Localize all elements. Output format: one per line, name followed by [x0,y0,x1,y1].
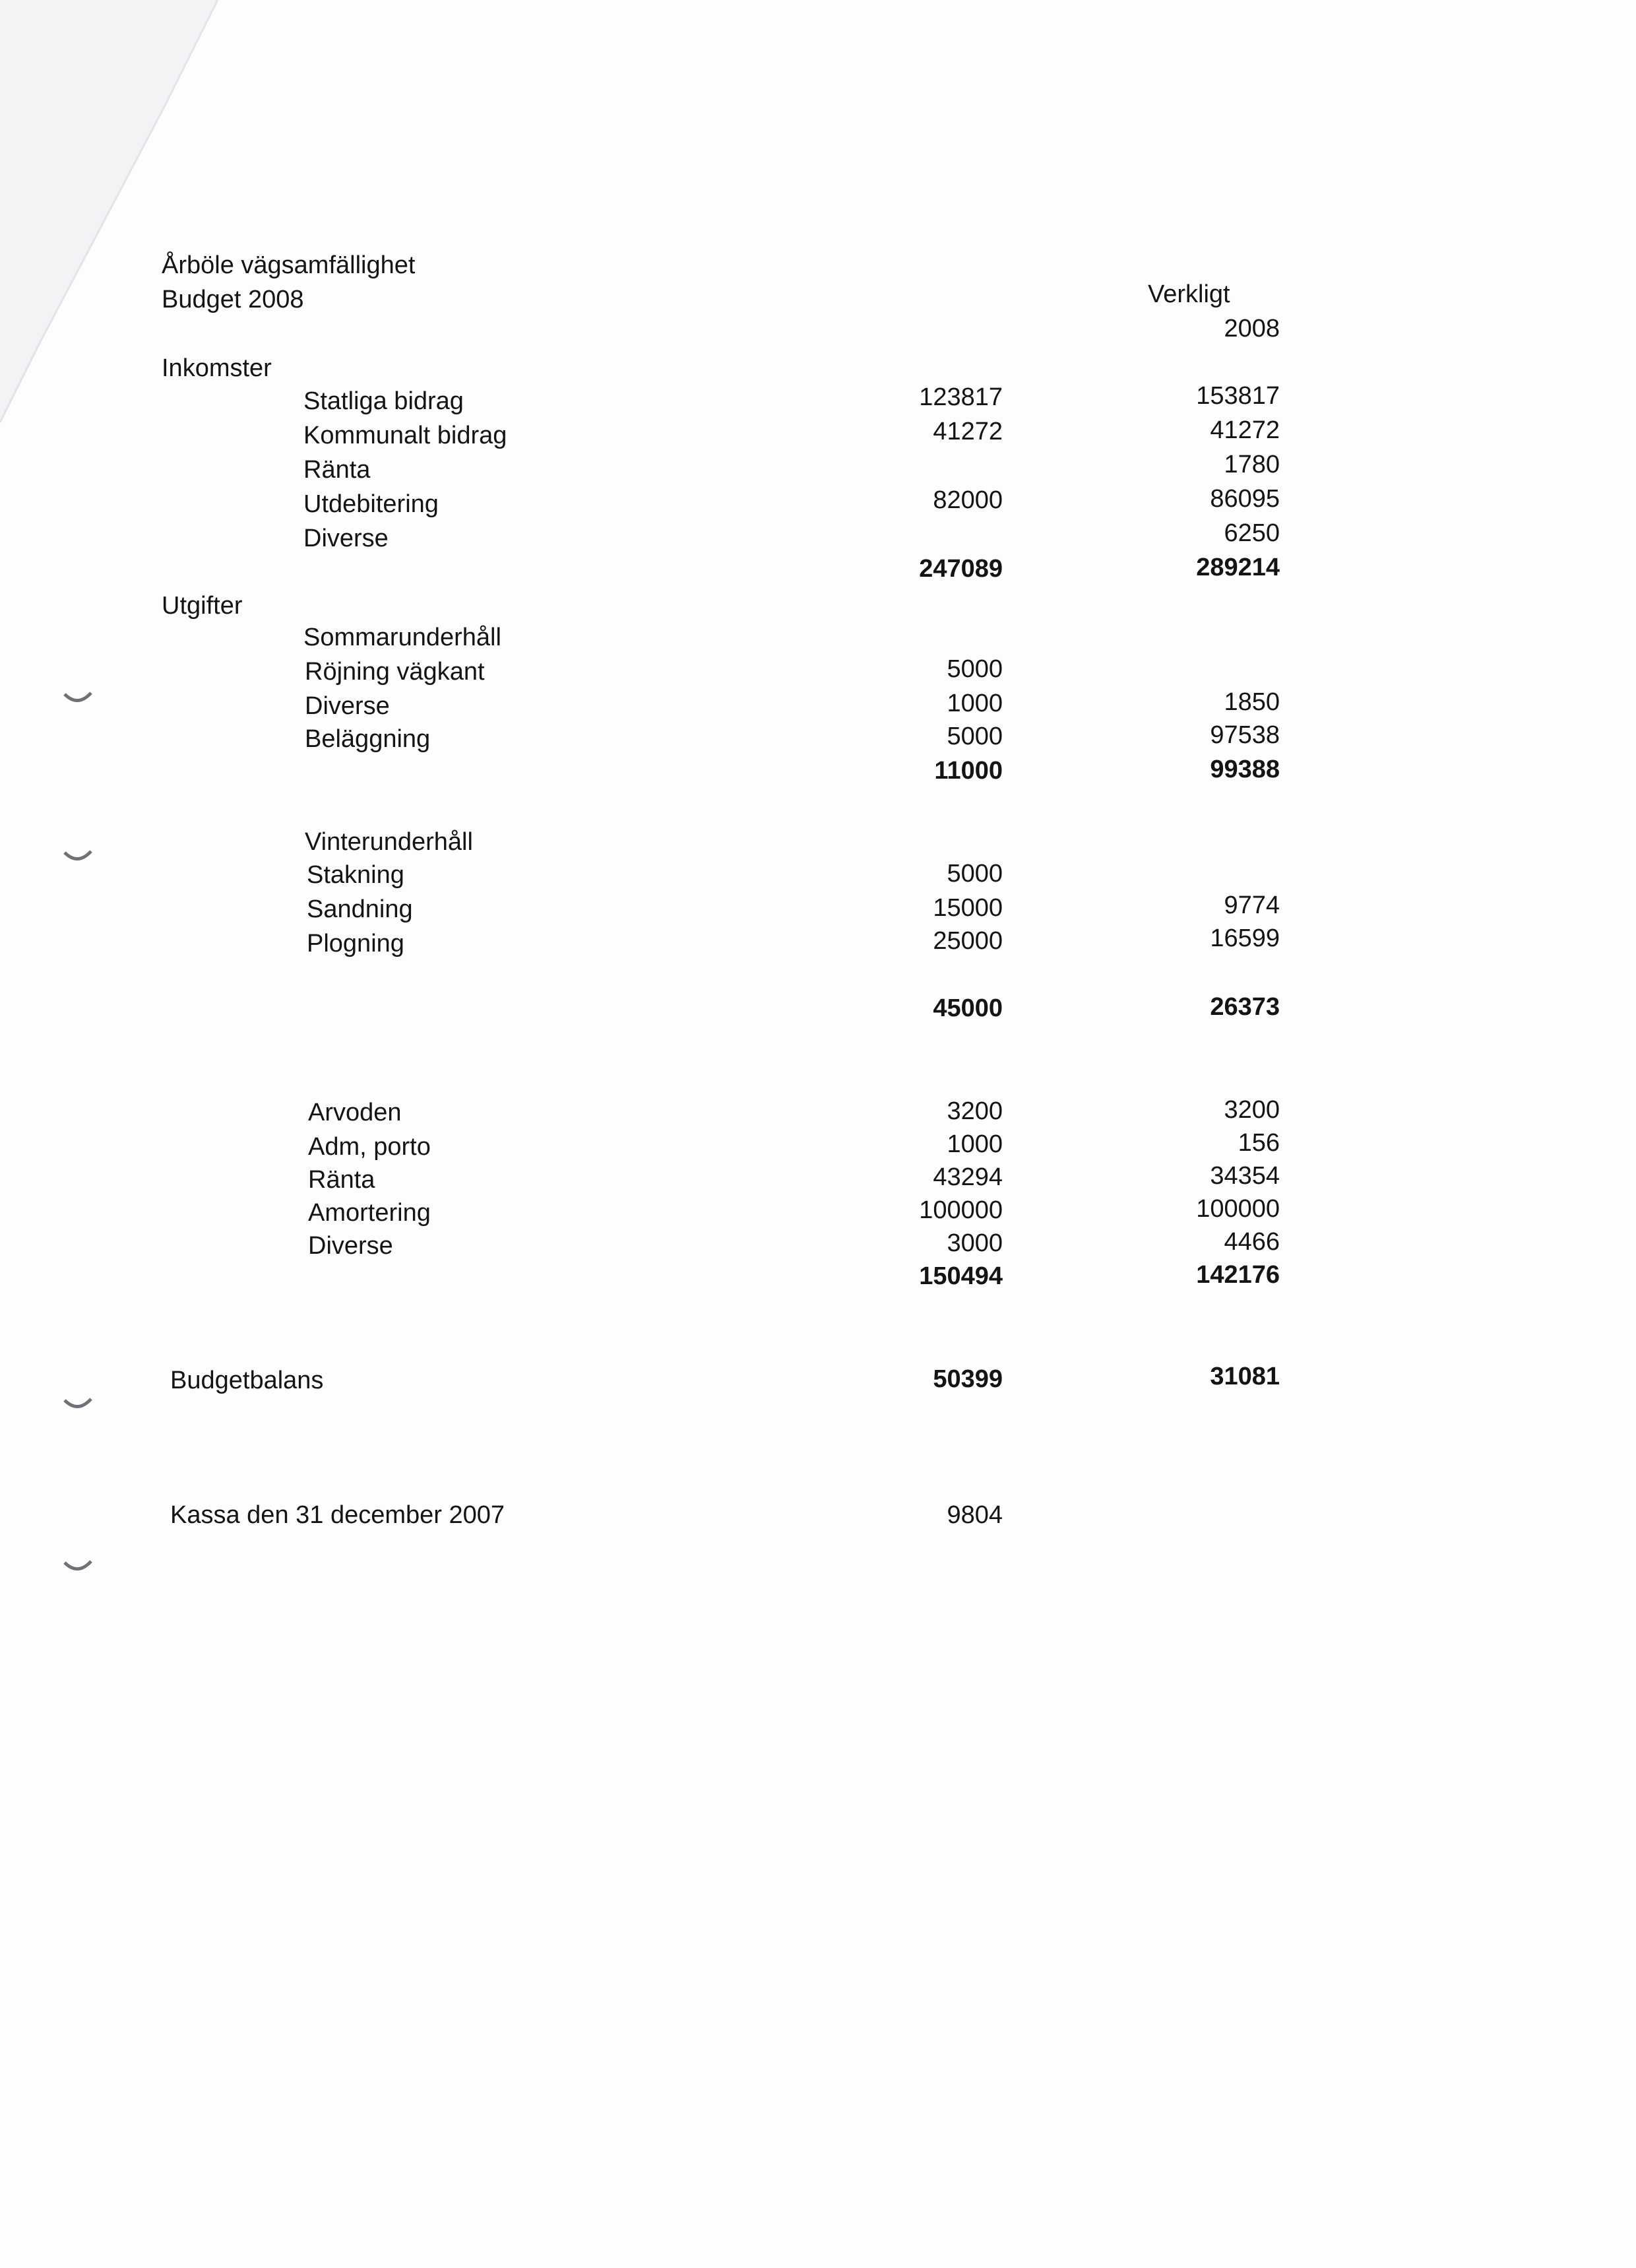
income-budget: 41272 [933,418,1003,445]
ovrigt-budget: 3200 [947,1097,1003,1125]
sommar-budget: 5000 [947,723,1003,750]
ovrigt-actual: 34354 [1210,1162,1280,1190]
budget-title: Budget 2008 [162,286,304,313]
budgetbalans-label: Budgetbalans [170,1367,324,1394]
ovrigt-label: Diverse [308,1232,393,1260]
income-total-budget: 247089 [919,555,1003,583]
income-actual: 153817 [1196,382,1280,410]
income-label: Kommunalt bidrag [303,422,507,449]
sommar-label: Röjning vägkant [305,658,485,686]
ovrigt-label: Adm, porto [308,1133,431,1161]
vinter-budget: 15000 [933,894,1003,922]
kassa-value: 9804 [947,1501,1003,1529]
ovrigt-label: Amortering [308,1199,431,1227]
sommar-actual: 1850 [1224,688,1280,716]
vinter-label: Plogning [307,930,404,957]
income-label: Ränta [303,456,371,484]
kassa-label: Kassa den 31 december 2007 [170,1501,505,1529]
budgetbalans-budget: 50399 [933,1365,1003,1393]
binder-hole-icon [63,850,92,866]
ovrigt-actual: 4466 [1224,1228,1280,1256]
verkligt-year: 2008 [1224,315,1280,342]
sommar-total-actual: 99388 [1210,756,1280,783]
income-total-actual: 289214 [1196,554,1280,581]
sommar-budget: 1000 [947,690,1003,717]
ovrigt-budget: 1000 [947,1130,1003,1158]
binder-hole-icon [63,692,92,707]
ovrigt-budget: 43294 [933,1163,1003,1191]
sommar-heading: Sommarunderhåll [303,624,501,651]
income-actual: 41272 [1210,416,1280,444]
vinter-total-budget: 45000 [933,994,1003,1022]
income-label: Diverse [303,525,389,552]
vinter-budget: 25000 [933,927,1003,955]
sommar-label: Beläggning [305,725,431,753]
vinter-budget: 5000 [947,860,1003,888]
ovrigt-label: Arvoden [308,1099,402,1126]
sommar-actual: 97538 [1210,721,1280,749]
ovrigt-actual: 100000 [1196,1195,1280,1223]
binder-hole-icon [63,1398,92,1413]
income-budget: 123817 [919,383,1003,411]
ovrigt-budget: 100000 [919,1196,1003,1224]
binder-hole-icon [63,1560,92,1576]
vinter-label: Stakning [307,861,404,889]
ovrigt-actual: 156 [1238,1129,1280,1157]
vinter-heading: Vinterunderhåll [305,828,473,856]
ovrigt-total-budget: 150494 [919,1262,1003,1290]
vinter-actual: 9774 [1224,891,1280,919]
ovrigt-budget: 3000 [947,1229,1003,1257]
ovrigt-label: Ränta [308,1166,375,1194]
sommar-budget: 5000 [947,655,1003,683]
vinter-label: Sandning [307,895,413,923]
income-actual: 86095 [1210,485,1280,513]
ovrigt-total-actual: 142176 [1196,1261,1280,1289]
ovrigt-actual: 3200 [1224,1096,1280,1124]
sommar-total-budget: 11000 [934,757,1003,785]
inkomster-heading: Inkomster [162,354,272,382]
utgifter-heading: Utgifter [162,592,243,620]
income-actual: 1780 [1224,451,1280,478]
verkligt-header: Verkligt [1148,280,1230,308]
sommar-label: Diverse [305,692,390,720]
income-budget: 82000 [933,486,1003,514]
org-title: Årböle vägsamfällighet [162,251,416,279]
vinter-actual: 16599 [1210,924,1280,952]
income-actual: 6250 [1224,519,1280,547]
budgetbalans-actual: 31081 [1210,1363,1280,1390]
vinter-total-actual: 26373 [1210,993,1280,1021]
income-label: Statliga bidrag [303,387,464,415]
income-label: Utdebitering [303,490,439,518]
